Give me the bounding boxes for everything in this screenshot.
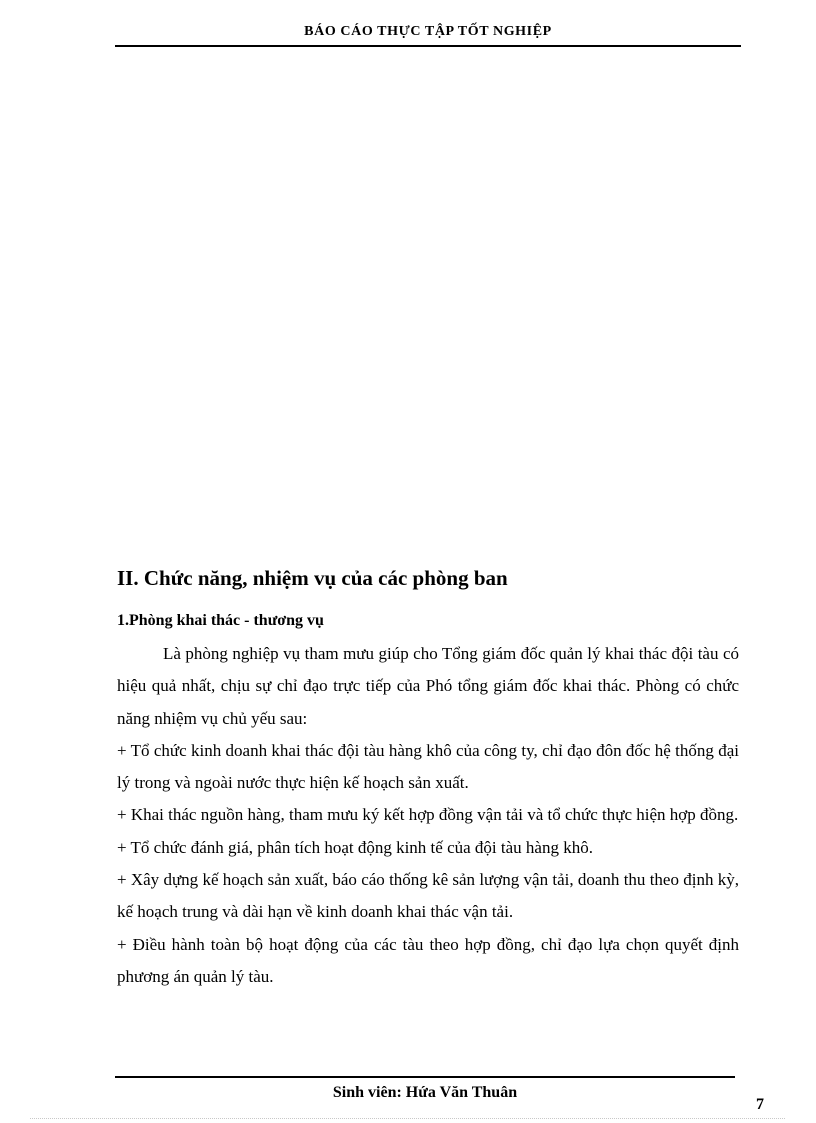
report-header-title: BÁO CÁO THỰC TẬP TỐT NGHIỆP bbox=[304, 24, 552, 39]
body-text bbox=[117, 638, 739, 993]
subsection-heading: 1.Phòng khai thác - thương vụ bbox=[117, 612, 324, 629]
footer-student-name: Sinh viên: Hứa Văn Thuân bbox=[332, 1084, 518, 1101]
page-edge-dots bbox=[30, 1118, 785, 1119]
paragraph-item-3: + Tổ chức đánh giá, phân tích hoạt động kinh tế của đội tàu hàng khô. bbox=[117, 837, 593, 857]
page-number: 7 bbox=[756, 1096, 764, 1113]
paragraph-item-4: + Xây dựng kế hoạch sản xuất, báo cáo thống kê sản lượng vận tải, doanh thu theo định kỳ, kế hoạch trung và dài hạn về kinh doanh khai thác vận tải. bbox=[117, 870, 739, 922]
paragraph-item-2: + Khai thác nguồn hàng, tham mưu ký kết hợp đồng vận tải và tổ chức thực hiện hợp đồng. bbox=[117, 805, 739, 825]
section-heading: II. Chức năng, nhiệm vụ của các phòng ban bbox=[117, 566, 508, 590]
paragraph-item-5: + Điều hành toàn bộ hoạt động của các tàu theo hợp đồng, chỉ đạo lựa chọn quyết định phương án quản lý tàu. bbox=[117, 934, 739, 986]
paragraph-item-1: + Tổ chức kinh doanh khai thác đội tàu hàng khô của công ty, chỉ đạo đôn đốc hệ thống đại lý trong và ngoài nước thực hiện kế hoạch sản xuất. bbox=[117, 740, 739, 793]
header-divider bbox=[115, 45, 741, 47]
footer-divider bbox=[115, 1076, 735, 1078]
paragraph-intro: Là phòng nghiệp vụ tham mưu giúp cho Tổng giám đốc quản lý khai thác đội tàu có hiệu quả nhất, chịu sự chỉ đạo trực tiếp của Phó tổng giám đốc khai thác. Phòng có chức năng nhiệm vụ chủ yếu sau: bbox=[117, 644, 739, 728]
